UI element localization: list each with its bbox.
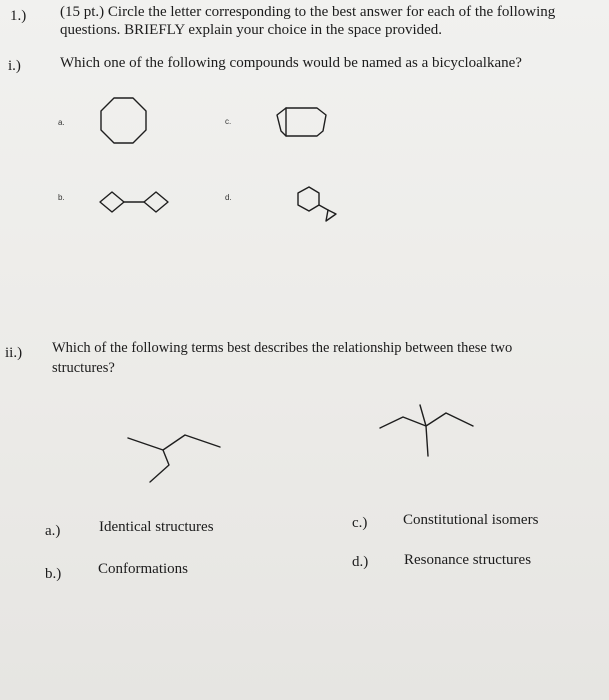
part-ii-prompt-line2: structures? <box>52 360 115 376</box>
option-b-label: b. <box>58 193 65 202</box>
answer-b-letter: b.) <box>45 566 62 582</box>
part-i-prompt: Which one of the following compounds would be named as a bicycloalkane? <box>60 55 522 71</box>
answer-c-text: Constitutional isomers <box>403 512 539 528</box>
option-a-structure <box>95 92 155 152</box>
question-instructions-line1: (15 pt.) Circle the letter corresponding to the best answer for each of the following <box>60 4 556 20</box>
question-number: 1.) <box>10 8 27 24</box>
answer-a-letter: a.) <box>45 523 61 539</box>
option-d-label: d. <box>225 193 232 202</box>
option-b-structure <box>98 186 178 218</box>
answer-d-text: Resonance structures <box>404 552 532 568</box>
option-d-structure <box>292 183 342 228</box>
part-ii-number: ii.) <box>5 345 23 361</box>
answer-d-letter: d.) <box>352 554 369 570</box>
answer-b-text: Conformations <box>98 561 188 577</box>
part-i-number: i.) <box>8 58 21 74</box>
structure-right <box>378 398 478 463</box>
answer-c-letter: c.) <box>352 515 368 531</box>
option-a-label: a. <box>58 118 65 127</box>
option-c-label: c. <box>225 117 232 126</box>
question-instructions-line2: questions. BRIEFLY explain your choice in the space provided. <box>60 22 443 38</box>
structure-left <box>125 420 225 490</box>
answer-a-text: Identical structures <box>99 519 214 535</box>
part-ii-prompt-line1: Which of the following terms best describes the relationship between these two <box>52 340 513 356</box>
option-c-structure <box>272 105 332 145</box>
